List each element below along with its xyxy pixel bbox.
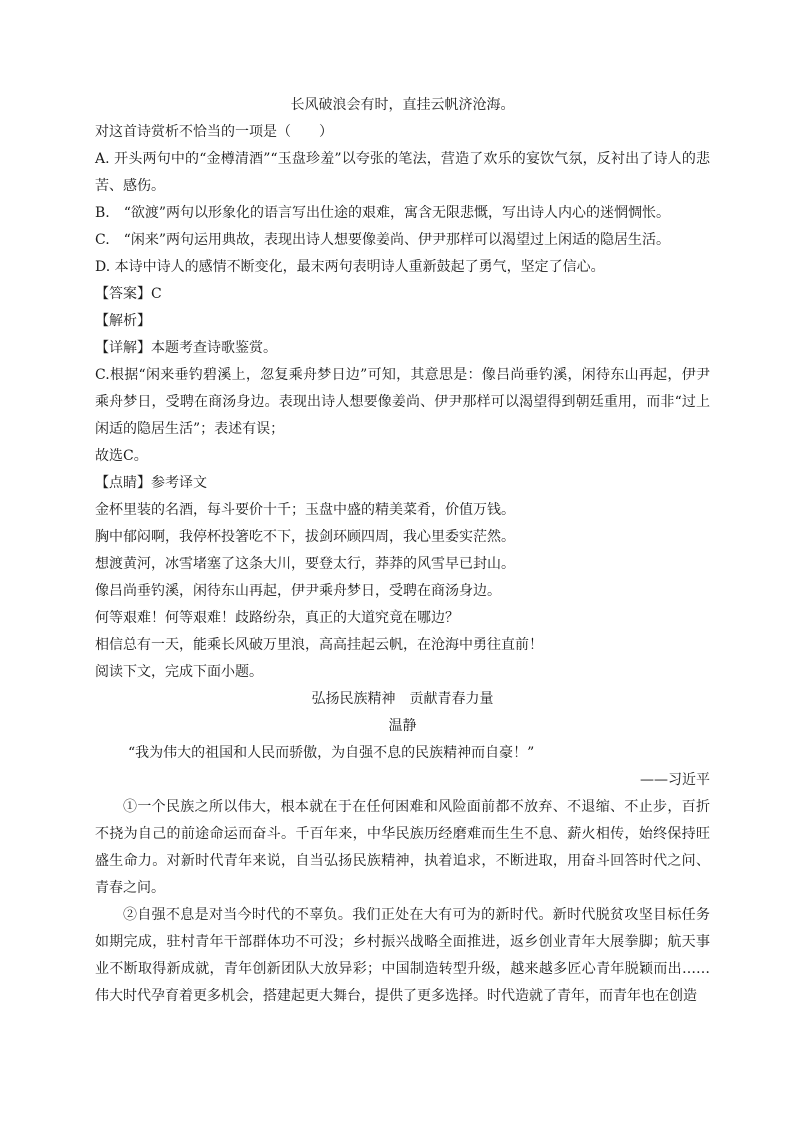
translation-line: 何等艰难！何等艰难！歧路纷杂，真正的大道究竟在哪边？	[95, 610, 459, 626]
detail-row	[95, 335, 710, 362]
option-c: C. “闲来”两句运用典故，表现出诗人想要像姜尚、伊尹那样可以渴望过上闲适的隐居生活。	[95, 232, 670, 248]
article-author: 温静	[388, 718, 417, 734]
answer-value: C	[151, 286, 162, 302]
detail-conclusion: 故选C。	[95, 448, 148, 464]
article-paragraph-1: ①一个民族之所以伟大，根本就在于在任何困难和风险面前都不放弃、不退缩、不止步，百折不挠为自己的前途命运而奋斗。千百年来，中华民族历经磨难而生生不息、薪火相传，始终保持旺盛生命力。对新时代青年来说，自当弘扬民族精神，执着追求，不断进取，用奋斗回答时代之问、青春之问。	[95, 799, 710, 896]
option-a: A. 开头两句中的“金樽清酒”“玉盘珍羞”以夸张的笔法，营造了欢乐的宴饮气氛，反衬出了诗人的悲苦、感伤。	[95, 151, 710, 194]
dianjing-row	[95, 470, 710, 497]
article-title: 弘扬民族精神 贡献青春力量	[311, 691, 494, 707]
reading-instruction: 阅读下文，完成下面小题。	[95, 664, 263, 680]
article-paragraph-2: ②自强不息是对当今时代的不辜负。我们正处在大有可为的新时代。新时代脱贫攻坚目标任务如期完成，驻村青年干部群体功不可没；乡村振兴战略全面推进，返乡创业青年大展拳脚；航天事业不断取得新成就，青年创新团队大放异彩；中国制造转型升级，越来越多匠心青年脱颖而出……伟大时代孕育着更多机会，搭建起更大舞台，提供了更多选择。时代造就了青年，而青年也在创造	[95, 907, 710, 1004]
detail-intro: 本题考查诗歌鉴赏。	[151, 340, 277, 356]
answer-label: 【答案】	[95, 286, 151, 302]
translation-line: 像吕尚垂钓溪，闲待东山再起，伊尹乘舟梦日，受聘在商汤身边。	[95, 583, 501, 599]
answer-row	[95, 281, 710, 308]
question-stem: 对这首诗赏析不恰当的一项是（ ）	[95, 124, 333, 140]
option-d: D. 本诗中诗人的感情不断变化，最末两句表明诗人重新鼓起了勇气，坚定了信心。	[95, 259, 605, 275]
detail-body: C.根据“闲来垂钓碧溪上，忽复乘舟梦日边”可知，其意思是：像吕尚垂钓溪，闲待东山再起，伊尹乘舟梦日，受聘在商汤身边。表现出诗人想要像姜尚、伊尹那样可以渴望得到朝廷重用，而非“过上闲适的隐居生活”；表述有误；	[95, 367, 710, 437]
analysis-label: 【解析】	[95, 313, 151, 329]
option-b: B. “欲渡”两句以形象化的语言写出仕途的艰难，寓含无限悲慨，写出诗人内心的迷惘惆怅。	[95, 205, 671, 221]
document-page	[95, 92, 710, 1010]
poem-last-line: 长风破浪会有时，直挂云帆济沧海。	[290, 97, 515, 113]
detail-label: 【详解】	[95, 340, 151, 356]
dianjing-title: 参考译文	[151, 475, 207, 491]
translation-line: 相信总有一天，能乘长风破万里浪，高高挂起云帆，在沧海中勇往直前！	[95, 637, 543, 653]
translation-line: 胸中郁闷啊，我停杯投箸吃不下，拔剑环顾四周，我心里委实茫然。	[95, 529, 515, 545]
translation-line: 金杯里装的名酒，每斗要价十千；玉盘中盛的精美菜肴，价值万钱。	[95, 502, 515, 518]
dianjing-label: 【点睛】	[95, 475, 151, 491]
epigraph-source: ——习近平	[640, 772, 710, 788]
article-epigraph: “我为伟大的祖国和人民而骄傲，为自强不息的民族精神而自豪！”	[128, 745, 535, 761]
translation-line: 想渡黄河，冰雪堵塞了这条大川，要登太行，莽莽的风雪早已封山。	[95, 556, 515, 572]
